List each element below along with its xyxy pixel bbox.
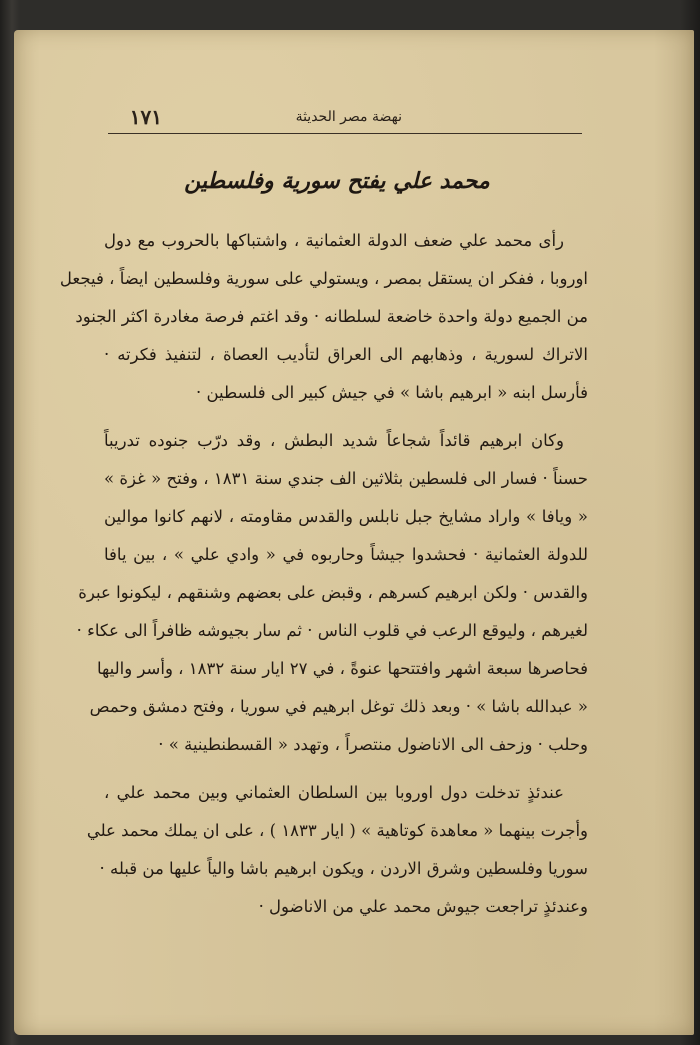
text-line: وحلب · وزحف الى الاناضول منتصراً ، وتهدد « القسطنطينية » · — [158, 735, 588, 754]
text-line: وكان ابرهيم قائداً شجاعاً شديد البطش ، وقد درّب جنوده تدريباً — [104, 431, 564, 450]
page-number: ١٧١ — [129, 105, 162, 129]
text-line: عندئذٍ تدخلت دول اوروبا بين السلطان العثماني وبين محمد علي ، — [104, 783, 564, 802]
chapter-title: محمد علي يفتح سورية وفلسطين — [184, 168, 490, 194]
text-line: من الجميع دولة واحدة خاضعة لسلطانه · وقد اغتم فرصة مغادرة اكثر الجنود — [75, 307, 588, 326]
text-line: لغيرهم ، وليوقع الرعب في قلوب الناس · ثم سار بجيوشه ظافراً الى عكاء · — [76, 621, 588, 640]
text-line: الاتراك لسورية ، وذهابهم الى العراق لتأديب العصاة ، لتنفيذ فكرته · — [104, 345, 588, 364]
text-line: اوروبا ، ففكر ان يستقل بمصر ، ويستولي على سورية وفلسطين ايضاً ، فيجعل — [59, 269, 588, 288]
text-line: وعندئذٍ تراجعت جيوش محمد علي من الاناضول · — [258, 897, 588, 916]
text-line: وأجرت بينهما « معاهدة كوتاهية » ( ايار ١٨٣٣ ) ، على ان يملك محمد علي — [86, 821, 588, 840]
text-line: سوريا وفلسطين وشرق الاردن ، ويكون ابرهيم باشا والياً عليها من قبله · — [99, 859, 588, 878]
text-line: فحاصرها سبعة اشهر وافتتحها عنوةً ، في ٢٧ ايار سنة ١٨٣٢ ، وأسر واليها — [97, 659, 588, 678]
text-line: « ويافا » واراد مشايخ جبل نابلس والقدس مقاومته ، لانهم كانوا موالين — [104, 507, 588, 526]
running-title: نهضة مصر الحديثة — [295, 109, 402, 125]
text-line: للدولة العثمانية · فحشدوا جيشاً وحاربوه في « وادي علي » ، بين يافا — [104, 545, 588, 564]
page-header — [108, 103, 582, 134]
body-text — [59, 222, 588, 926]
text-line: والقدس · ولكن ابرهيم كسرهم ، وقبض على بعضهم وشنقهم ، ليكونوا عبرة — [78, 583, 588, 602]
text-line: حسناً · فسار الى فلسطين بثلاثين الف جندي سنة ١٨٣١ ، وفتح « غزة » — [104, 469, 588, 488]
paragraph-2 — [76, 422, 588, 764]
text-line: رأى محمد علي ضعف الدولة العثمانية ، واشتباكها بالحروب مع دول — [104, 231, 564, 250]
text-line: فأرسل ابنه « ابرهيم باشا » في جيش كبير الى فلسطين · — [195, 383, 588, 402]
text-line: « عبدالله باشا » · وبعد ذلك توغل ابرهيم في سوريا ، وفتح دمشق وحمص — [89, 697, 588, 716]
paragraph-3 — [86, 774, 588, 926]
paragraph-1 — [59, 222, 588, 412]
